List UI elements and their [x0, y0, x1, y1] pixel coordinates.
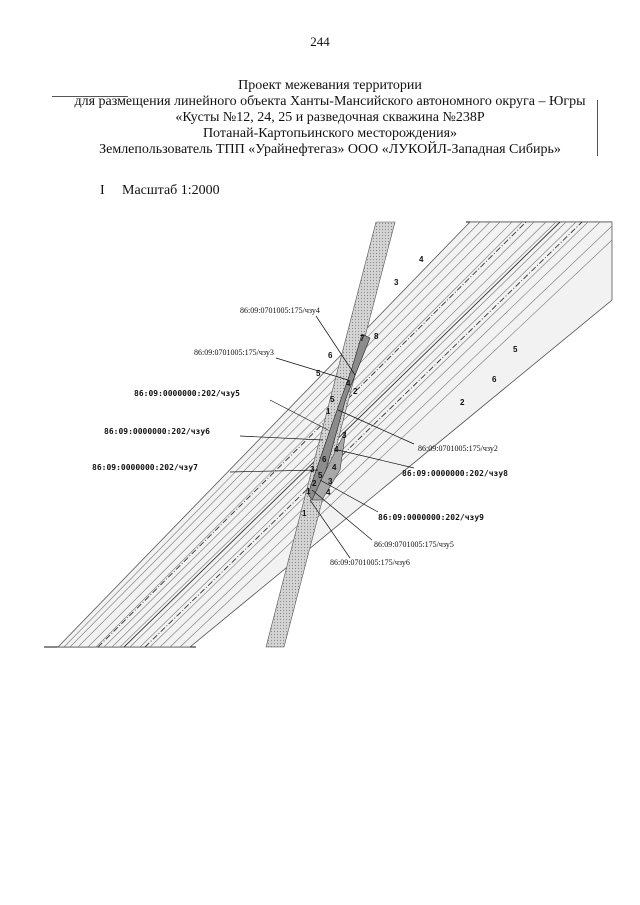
scale-label: Масштаб 1:2000 — [122, 183, 220, 198]
parcel-label-chzu9-b: 86:09:0000000:202/чзу9 — [378, 513, 484, 522]
point-number: 6 — [322, 455, 327, 464]
point-number: 8 — [374, 332, 379, 341]
parcel-label-chzu5-b: 86:09:0000000:202/чзу5 — [134, 389, 240, 398]
title-line-5: Землепользователь ТПП «Урайнефтегаз» ООО «ЛУКОЙЛ-Западная Сибирь» — [99, 142, 561, 157]
point-number: 6 — [328, 351, 333, 360]
title-line-2: для размещения линейного объекта Ханты-Мансийского автономного округа – Югры — [74, 94, 586, 109]
corridor-number-2: 2 — [460, 398, 465, 407]
title-line-3: «Кусты №12, 24, 25 и разведочная скважина №238Р — [175, 110, 485, 125]
point-number: 1 — [326, 407, 331, 416]
point-number: 3 — [328, 477, 333, 486]
point-number: 3 — [310, 465, 315, 474]
parcel-label-chzu3: 86:09:0701005:175/чзу3 — [194, 348, 274, 357]
parcel-label-chzu4: 86:09:0701005:175/чзу4 — [240, 306, 320, 315]
point-number: 1 — [306, 487, 311, 496]
parcel-label-chzu6: 86:09:0701005:175/чзу6 — [330, 558, 410, 567]
parcel-label-chzu5: 86:09:0701005:175/чзу5 — [374, 540, 454, 549]
page-number: 244 — [310, 34, 330, 49]
corridor-number-5: 5 — [513, 345, 518, 354]
corridor-number-3: 3 — [394, 278, 399, 287]
parcel-label-chzu7-b: 86:09:0000000:202/чзу7 — [92, 463, 198, 472]
parcel-label-chzu2: 86:09:0701005:175/чзу2 — [418, 444, 498, 453]
point-number: 7 — [360, 334, 365, 343]
title-line-1: Проект межевания территории — [238, 78, 422, 93]
scale-mark: I — [100, 183, 105, 198]
point-number: 4 — [326, 488, 331, 497]
point-number: 5 — [316, 369, 321, 378]
point-number: 5 — [318, 471, 323, 480]
corridor-number-6: 6 — [492, 375, 497, 384]
title-line-4: Потанай-Картопьинского месторождения» — [202, 126, 458, 141]
point-number: 2 — [353, 387, 358, 396]
parcel-label-chzu8-b: 86:09:0000000:202/чзу8 — [402, 469, 508, 478]
parcel-label-chzu6-b: 86:09:0000000:202/чзу6 — [104, 427, 210, 436]
point-number: 1 — [302, 509, 307, 518]
point-number: 4 — [334, 445, 339, 454]
corridor-number-4: 4 — [419, 255, 424, 264]
point-number: 2 — [312, 479, 317, 488]
point-number: 4 — [332, 463, 337, 472]
point-number: 3 — [342, 431, 347, 440]
point-number: 4 — [346, 379, 351, 388]
point-number: 5 — [330, 395, 335, 404]
